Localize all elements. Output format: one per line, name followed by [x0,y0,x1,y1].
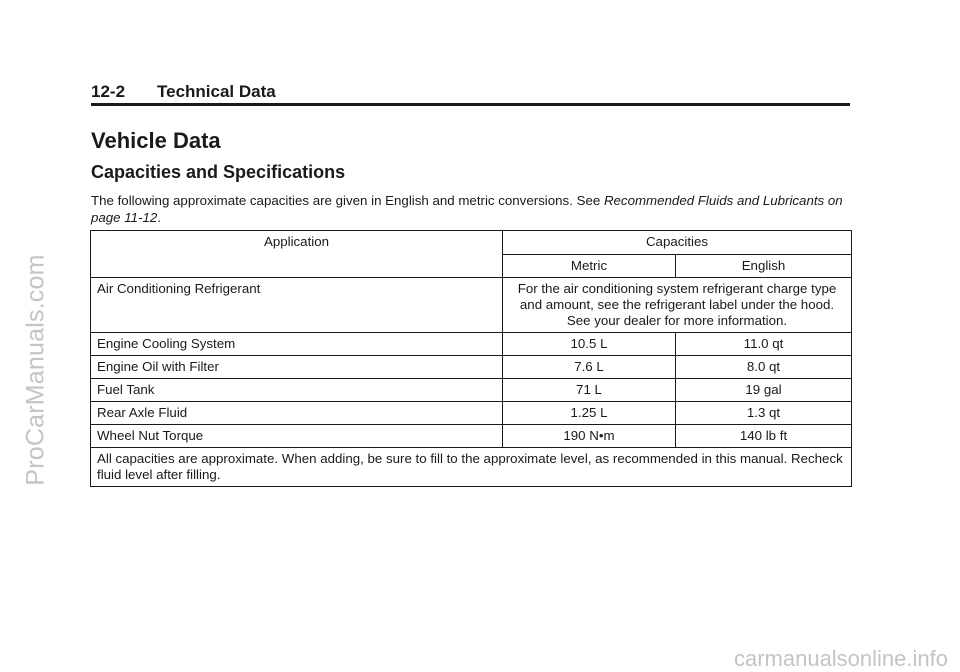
table-row [91,425,852,448]
page-title: Vehicle Data [91,128,221,153]
table-row [91,356,852,379]
intro-reference-link[interactable]: Recommended Fluids and Lubricants on page 11-12 [91,193,843,225]
intro-paragraph [91,192,851,226]
refrigerant-note: For the air conditioning system refrigerant charge type and amount, see the refrigerant label under the hood. See your dealer for more information. [503,278,852,333]
row-application: Engine Cooling System [91,333,503,356]
table-footnote: All capacities are approximate. When adding, be sure to fill to the approximate level, as recommended in this manual. Recheck fluid level after filling. [91,448,852,487]
row-metric: 71 L [503,379,676,402]
table-row [91,402,852,425]
row-english: 11.0 qt [676,333,852,356]
row-metric: 10.5 L [503,333,676,356]
row-english: 1.3 qt [676,402,852,425]
table-row [91,333,852,356]
row-metric: 7.6 L [503,356,676,379]
row-application: Wheel Nut Torque [91,425,503,448]
table-row [91,278,852,333]
table-row [91,379,852,402]
row-english: 19 gal [676,379,852,402]
side-watermark [8,0,64,672]
row-english: 140 lb ft [676,425,852,448]
row-application: Engine Oil with Filter [91,356,503,379]
page-header [91,82,850,102]
section-title: Technical Data [157,82,276,101]
row-english: 8.0 qt [676,356,852,379]
header-metric: Metric [503,254,676,278]
row-metric: 1.25 L [503,402,676,425]
row-metric: 190 N•m [503,425,676,448]
intro-text: The following approximate capacities are given in English and metric conversions. See [91,193,604,208]
header-application: Application [91,231,503,278]
capacities-table [90,230,852,487]
header-rule [91,103,850,106]
row-application: Rear Axle Fluid [91,402,503,425]
header-capacities: Capacities [503,231,852,255]
side-watermark-text: ProCarManuals.com [21,254,50,486]
intro-end: . [157,210,161,225]
header-english: English [676,254,852,278]
row-application: Fuel Tank [91,379,503,402]
section-subtitle: Capacities and Specifications [91,162,346,182]
page-number: 12-2 [91,82,126,101]
bottom-watermark: carmanualsonline.info [733,646,948,671]
row-application: Air Conditioning Refrigerant [91,278,503,333]
